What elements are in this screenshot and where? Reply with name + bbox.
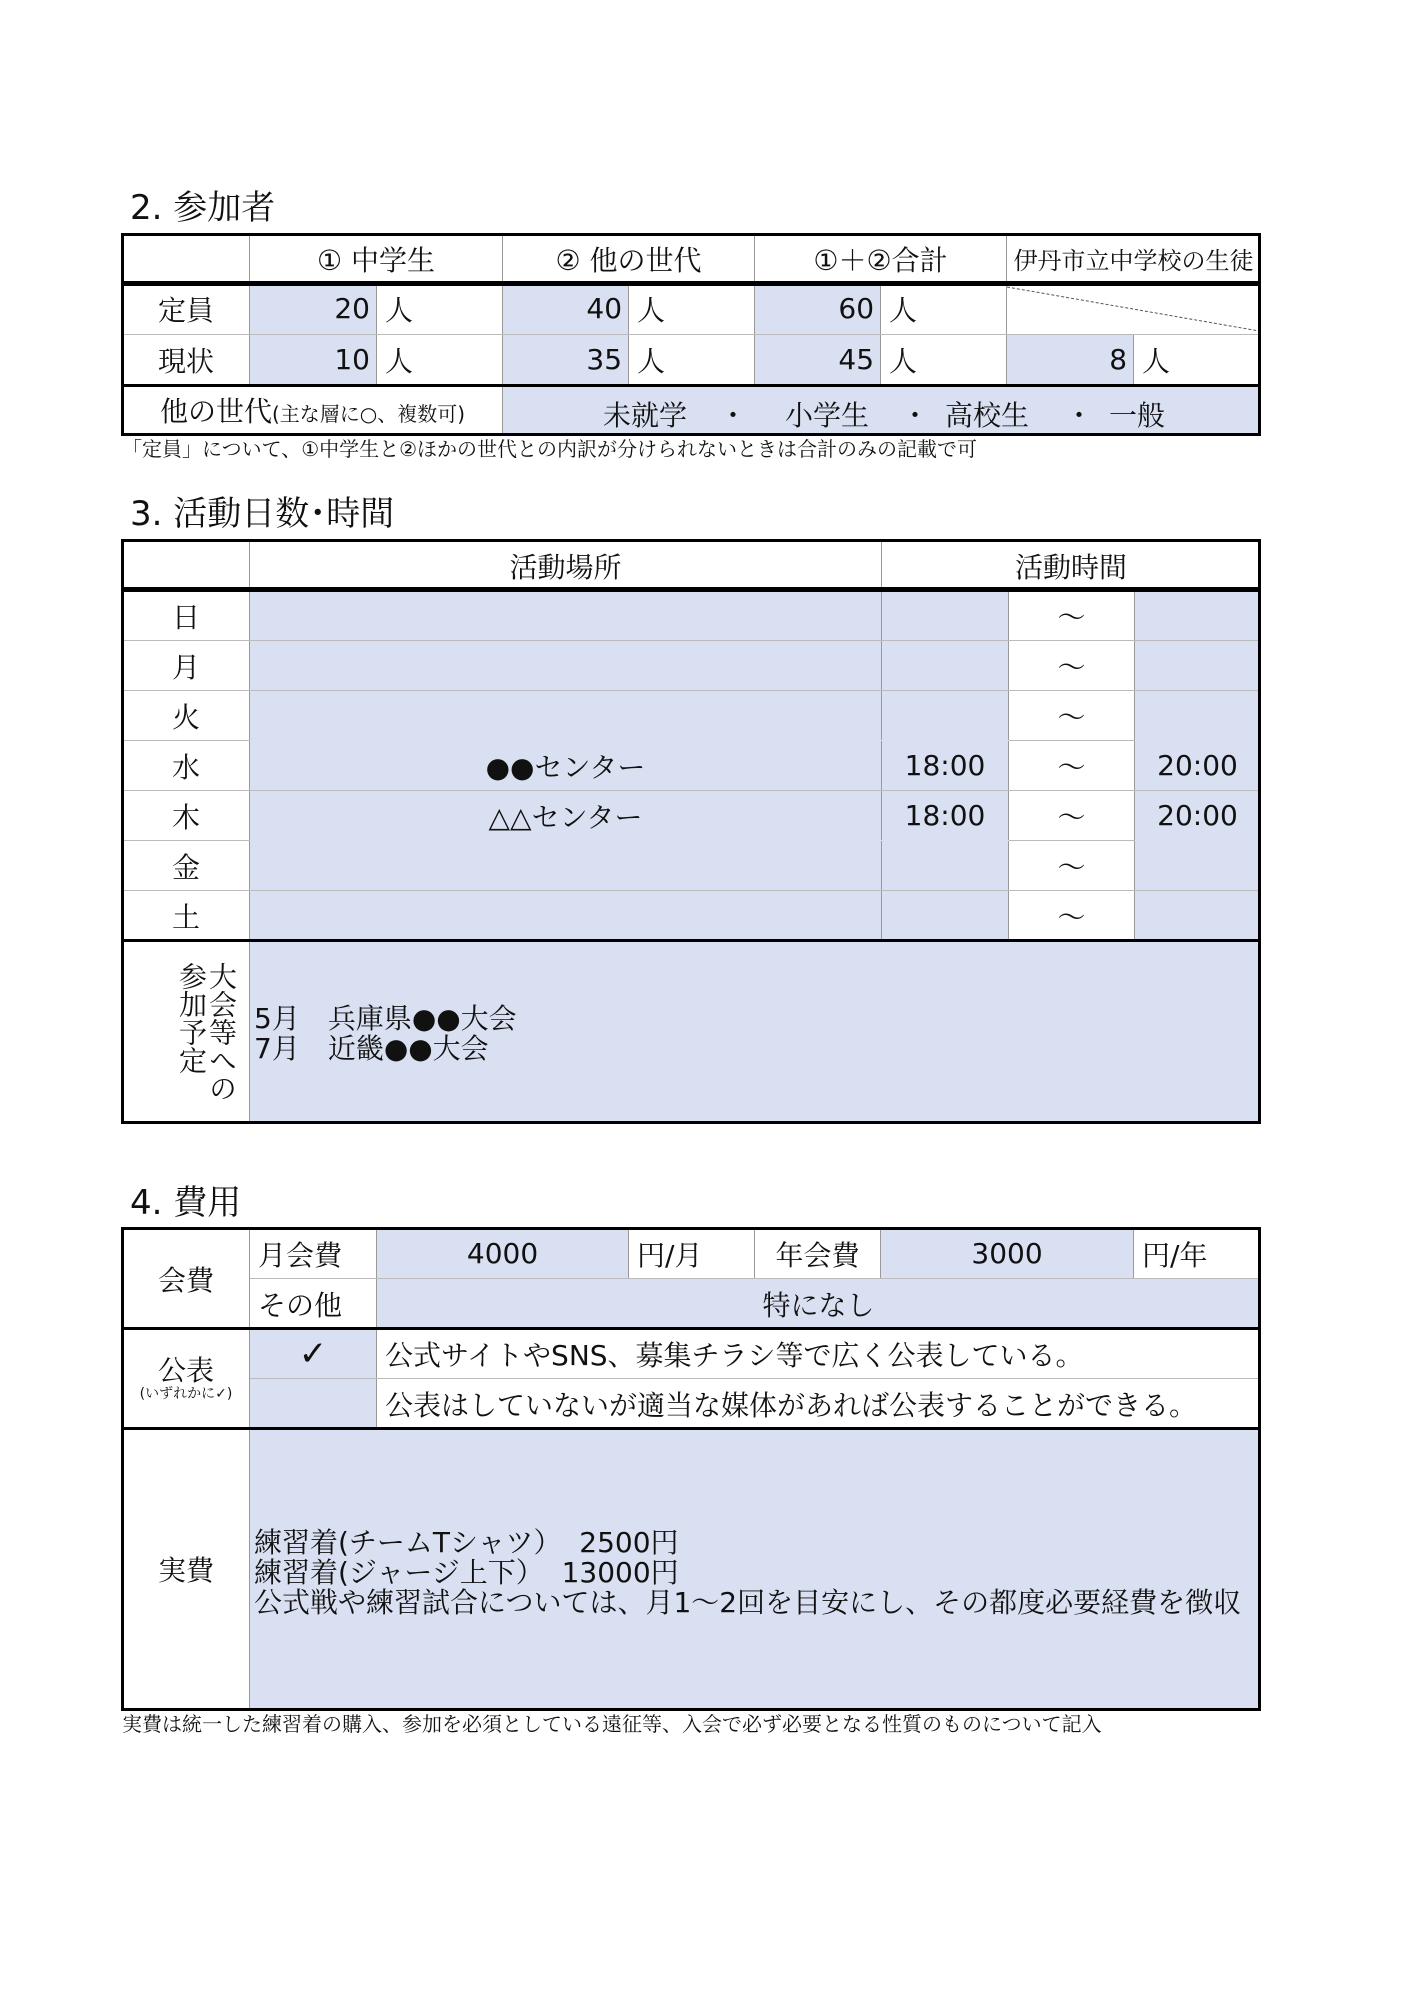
day-fri: 金 (123, 841, 250, 891)
place-thu[interactable]: △△センター (250, 791, 882, 841)
time-end-fri[interactable] (1135, 841, 1261, 891)
teiin-total-value[interactable]: 60 (755, 283, 881, 335)
place-wed[interactable]: ●●センター (250, 741, 882, 791)
teiin-other-value[interactable]: 40 (503, 283, 629, 335)
option-kokosei[interactable]: 高校生 (945, 398, 1030, 432)
activity-header-empty (123, 541, 250, 591)
other-cost-value[interactable]: 特になし (377, 1279, 1261, 1329)
place-sat[interactable] (250, 891, 882, 941)
option-sep-3: ・ (1065, 398, 1094, 432)
publish-sub: (いずれかに✓) (139, 1385, 233, 1402)
publish-check-2[interactable] (250, 1379, 377, 1429)
tilde-sat: ～ (1009, 891, 1135, 941)
place-mon[interactable] (250, 641, 882, 691)
publish-check-1[interactable]: ✓ (250, 1329, 377, 1379)
day-wed: 水 (123, 741, 250, 791)
publish-option-2: 公表はしていないが適当な媒体があれば公表することができる。 (377, 1379, 1261, 1429)
genjo-label: 現状 (123, 335, 250, 385)
header-empty (123, 235, 250, 283)
section3-heading: 3. 活動日数･時間 (130, 494, 395, 534)
time-end-mon[interactable] (1135, 641, 1261, 691)
place-sun[interactable] (250, 591, 882, 641)
time-end-wed[interactable]: 20:00 (1135, 741, 1261, 791)
time-end-sun[interactable] (1135, 591, 1261, 641)
tournament-line-1: 5月 兵庫県●●大会 (254, 1002, 517, 1035)
jippi-line-2: 練習着(ジャージ上下） 13000円 (254, 1556, 679, 1589)
day-tue: 火 (123, 691, 250, 741)
option-sep-1: ・ (719, 398, 748, 432)
tilde-mon: ～ (1009, 641, 1135, 691)
genjo-total-unit: 人 (881, 335, 1007, 385)
place-fri[interactable] (250, 841, 882, 891)
section2-note: 「定員」について、①中学生と②ほかの世代との内訳が分けられないときは合計のみの記載で可 (122, 437, 978, 461)
other-gen-label: 他の世代 (159, 394, 272, 428)
teiin-other-unit: 人 (629, 283, 755, 335)
teiin-label: 定員 (123, 283, 250, 335)
other-cost-label: その他 (250, 1279, 377, 1329)
diagonal-strike (1007, 285, 1259, 333)
teiin-jhs-value[interactable]: 20 (250, 283, 377, 335)
other-gen-label-cell (123, 385, 503, 435)
yearly-unit: 円/年 (1134, 1229, 1261, 1279)
time-start-sat[interactable] (882, 891, 1009, 941)
cost-table (122, 1228, 1261, 1709)
participants-table (122, 234, 1261, 435)
time-end-thu[interactable]: 20:00 (1135, 791, 1261, 841)
tilde-wed: ～ (1009, 741, 1135, 791)
time-start-wed[interactable]: 18:00 (882, 741, 1009, 791)
section4-heading: 4. 費用 (130, 1183, 242, 1223)
option-sep-2: ・ (901, 398, 930, 432)
publish-label: 公表 (157, 1353, 214, 1387)
time-start-fri[interactable] (882, 841, 1009, 891)
place-tue[interactable] (250, 691, 882, 741)
monthly-value[interactable]: 4000 (377, 1229, 629, 1279)
tilde-sun: ～ (1009, 591, 1135, 641)
time-end-sat[interactable] (1135, 891, 1261, 941)
jippi-line-3: 公式戦や練習試合については、月1～2回を目安にし、その都度必要経費を徴収 (254, 1586, 1242, 1619)
tilde-fri: ～ (1009, 841, 1135, 891)
other-gen-options (503, 385, 1261, 435)
day-sun: 日 (123, 591, 250, 641)
jippi-line-1: 練習着(チームTシャツ） 2500円 (254, 1526, 679, 1559)
genjo-jhs-unit: 人 (377, 335, 503, 385)
col-place-header: 活動場所 (250, 541, 882, 591)
time-start-thu[interactable]: 18:00 (882, 791, 1009, 841)
time-start-sun[interactable] (882, 591, 1009, 641)
tilde-thu: ～ (1009, 791, 1135, 841)
option-mishugaku[interactable]: 未就学 (603, 398, 688, 432)
time-start-mon[interactable] (882, 641, 1009, 691)
col-itami-header: 伊丹市立中学校の生徒 (1007, 235, 1261, 283)
col-time-header: 活動時間 (882, 541, 1261, 591)
teiin-itami-na (1007, 283, 1261, 335)
day-sat: 土 (123, 891, 250, 941)
kaihi-label: 会費 (123, 1229, 250, 1329)
monthly-label: 月会費 (250, 1229, 377, 1279)
publish-label-cell (123, 1329, 250, 1429)
other-gen-sub: (主な層に○、複数可) (271, 401, 466, 426)
tournament-line-2: 7月 近畿●●大会 (254, 1032, 489, 1065)
section4-note: 実費は統一した練習着の購入、参加を必須としている遠征等、入会で必ず必要となる性質のものについて記入 (122, 1712, 1102, 1736)
time-end-tue[interactable] (1135, 691, 1261, 741)
yearly-label: 年会費 (755, 1229, 881, 1279)
col-jhs-header: ① 中学生 (250, 235, 503, 283)
genjo-total-value[interactable]: 45 (755, 335, 881, 385)
tournament-label: 大会等への参加予定 (175, 962, 238, 1102)
tilde-tue: ～ (1009, 691, 1135, 741)
genjo-itami-unit: 人 (1134, 335, 1261, 385)
day-mon: 月 (123, 641, 250, 691)
col-other-header: ② 他の世代 (503, 235, 755, 283)
col-total-header: ①＋②合計 (755, 235, 1007, 283)
genjo-other-value[interactable]: 35 (503, 335, 629, 385)
option-ippan[interactable]: 一般 (1109, 398, 1166, 432)
teiin-total-unit: 人 (881, 283, 1007, 335)
publish-option-1: 公式サイトやSNS、募集チラシ等で広く公表している。 (377, 1329, 1261, 1379)
section2-heading: 2. 参加者 (130, 188, 276, 228)
teiin-jhs-unit: 人 (377, 283, 503, 335)
jippi-label: 実費 (123, 1429, 250, 1709)
yearly-value[interactable]: 3000 (881, 1229, 1134, 1279)
option-shogakusei[interactable]: 小学生 (785, 398, 870, 432)
genjo-itami-value[interactable]: 8 (1007, 335, 1134, 385)
genjo-jhs-value[interactable]: 10 (250, 335, 377, 385)
day-thu: 木 (123, 791, 250, 841)
time-start-tue[interactable] (882, 691, 1009, 741)
monthly-unit: 円/月 (629, 1229, 755, 1279)
genjo-other-unit: 人 (629, 335, 755, 385)
